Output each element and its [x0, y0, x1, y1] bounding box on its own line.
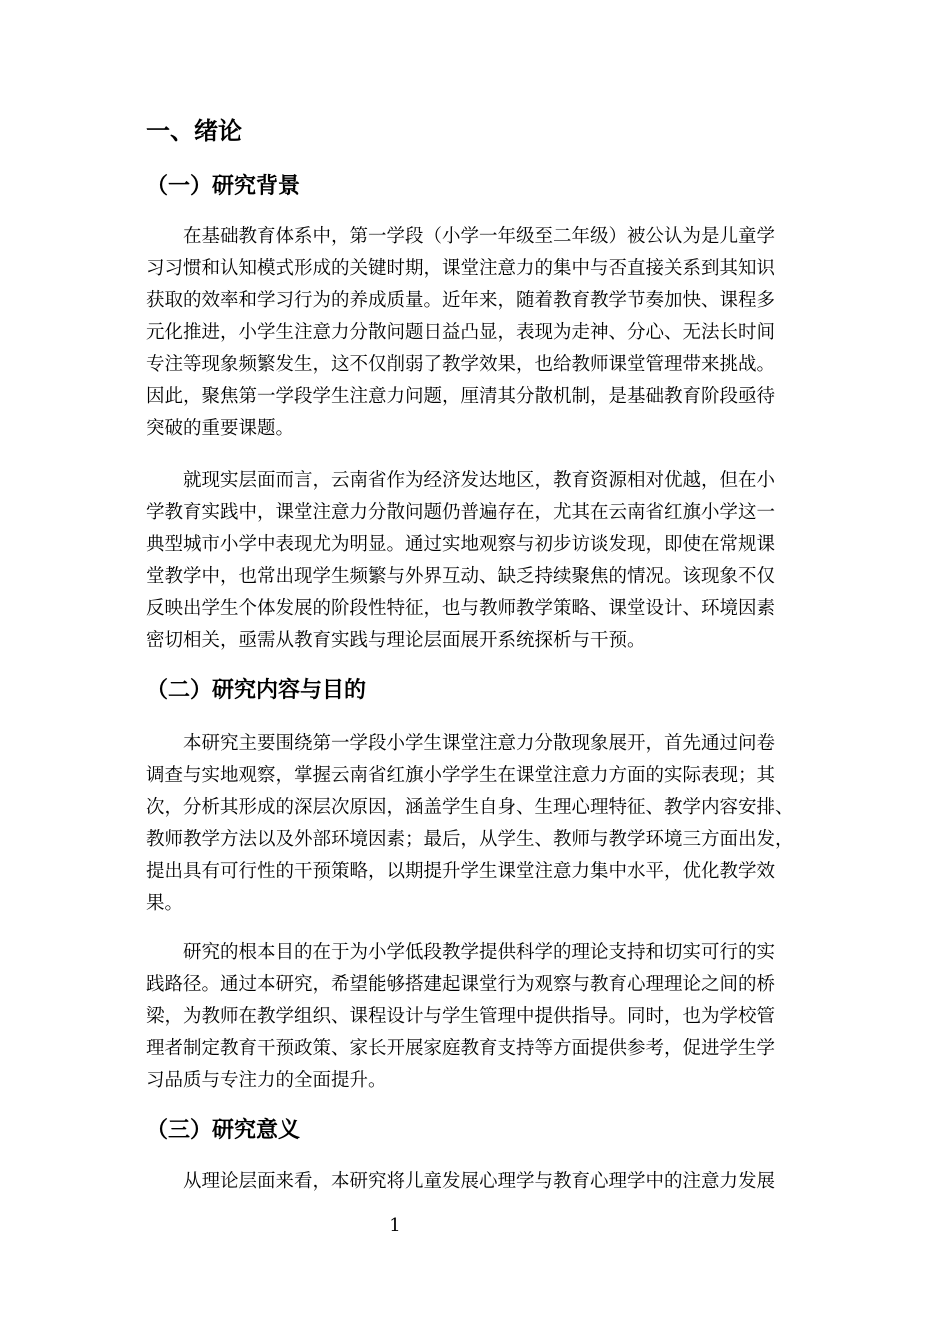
text-line: 次，分析其形成的深层次原因，涵盖学生自身、生理心理特征、教学内容安排、 [146, 797, 794, 818]
text-line: 反映出学生个体发展的阶段性特征，也与教师教学策略、课堂设计、环境因素 [146, 598, 776, 619]
text-line: 从理论层面来看，本研究将儿童发展心理学与教育心理学中的注意力发展 [183, 1171, 776, 1192]
text-line: 因此，聚焦第一学段学生注意力问题，厘清其分散机制，是基础教育阶段亟待 [146, 386, 776, 407]
text-line: 果。 [146, 893, 184, 914]
text-line: 突破的重要课题。 [146, 418, 295, 439]
text-line: 习习惯和认知模式形成的关键时期，课堂注意力的集中与否直接关系到其知识 [146, 258, 776, 279]
text-line: 研究的根本目的在于为小学低段教学提供科学的理论支持和切实可行的实 [183, 942, 776, 963]
text-line: 学教育实践中，课堂注意力分散问题仍普遍存在，尤其在云南省红旗小学这一 [146, 502, 776, 523]
paragraph-background-2 [146, 465, 806, 657]
section-title-background: （一）研究背景 [146, 174, 301, 199]
text-line: 获取的效率和学习行为的养成质量。近年来，随着教育教学节奏加快、课程多 [146, 290, 776, 311]
text-line: 专注等现象频繁发生，这不仅削弱了教学效果，也给教师课堂管理带来挑战。 [146, 354, 776, 375]
text-line: 典型城市小学中表现尤为明显。通过实地观察与初步访谈发现，即使在常规课 [146, 534, 776, 555]
text-line: 元化推进，小学生注意力分散问题日益凸显，表现为走神、分心、无法长时间 [146, 322, 776, 343]
text-line: 就现实层面而言，云南省作为经济发达地区，教育资源相对优越，但在小 [183, 470, 776, 491]
text-line: 梁，为教师在教学组织、课程设计与学生管理中提供指导。同时，也为学校管 [146, 1006, 776, 1027]
text-line: 理者制定教育干预政策、家长开展家庭教育支持等方面提供参考，促进学生学 [146, 1038, 776, 1059]
paragraph-significance-1 [146, 1166, 806, 1198]
chapter-heading: 一、绪论 [146, 117, 242, 145]
text-line: 调查与实地观察，掌握云南省红旗小学学生在课堂注意力方面的实际表现；其 [146, 765, 776, 786]
text-line: 本研究主要围绕第一学段小学生课堂注意力分散现象展开，首先通过问卷 [183, 733, 776, 754]
text-line: 堂教学中，也常出现学生频繁与外界互动、缺乏持续聚焦的情况。该现象不仅 [146, 566, 776, 587]
section-title-significance: （三）研究意义 [146, 1118, 301, 1143]
paragraph-content-1 [146, 728, 806, 920]
section-title-content-purpose: （二）研究内容与目的 [146, 678, 367, 703]
text-line: 在基础教育体系中，第一学段（小学一年级至二年级）被公认为是儿童学 [183, 226, 776, 247]
paragraph-content-2 [146, 937, 806, 1097]
text-line: 习品质与专注力的全面提升。 [146, 1070, 387, 1091]
text-line: 践路径。通过本研究，希望能够搭建起课堂行为观察与教育心理理论之间的桥 [146, 974, 776, 995]
text-line: 密切相关，亟需从教育实践与理论层面展开系统探析与干预。 [146, 630, 646, 651]
paragraph-background-1 [146, 221, 806, 445]
page-number: 1 [389, 1215, 401, 1236]
text-line: 教师教学方法以及外部环境因素；最后，从学生、教师与教学环境三方面出发， [146, 829, 794, 850]
text-line: 提出具有可行性的干预策略，以期提升学生课堂注意力集中水平，优化教学效 [146, 861, 776, 882]
